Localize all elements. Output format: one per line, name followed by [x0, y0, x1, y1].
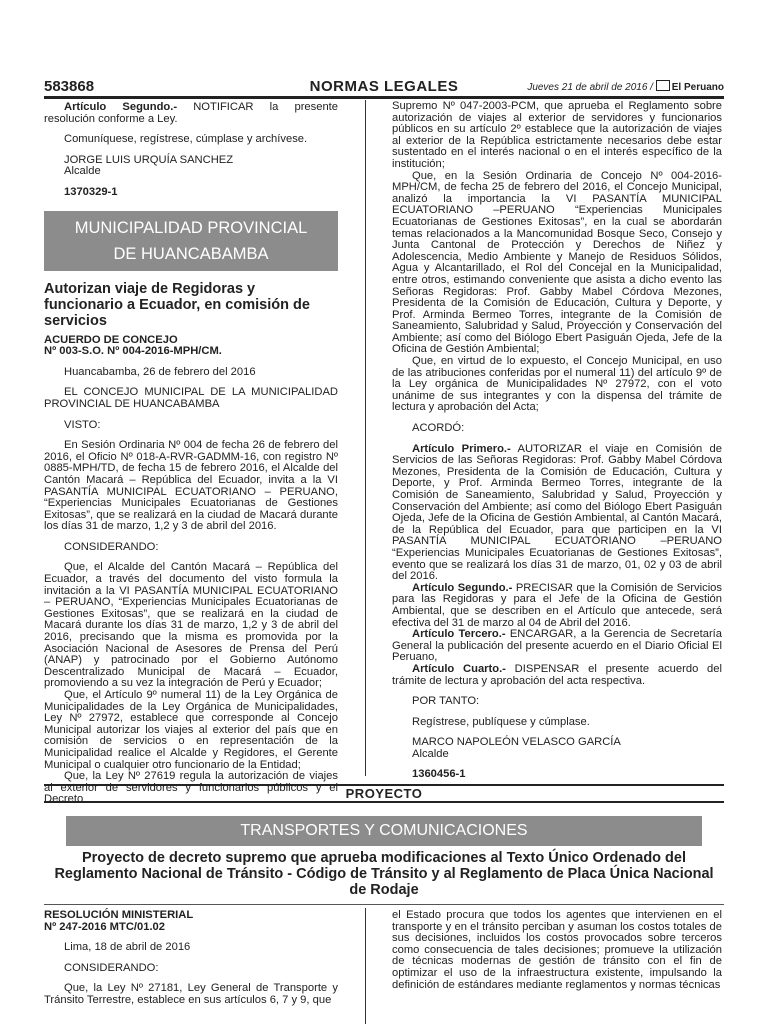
proyecto-rule: [44, 904, 724, 905]
column-divider: [365, 100, 366, 776]
right-paragraph-0: Supremo Nº 047-2003-PCM, que aprueba el Reglamento sobre autorización de viajes al exterior de servidores y funcionarios públicos en su artículo 2º establece que la autorización de viajes al exterior de la República estrictamente necesarios debe estar sustentado en el interés nacional o en el interés específico de la institución;: [392, 100, 722, 170]
page-header: [44, 78, 724, 96]
header-rule: [44, 96, 724, 99]
proyecto-considerando: CONSIDERANDO:: [64, 961, 159, 974]
concejo-heading: EL CONCEJO MUNICIPAL DE LA MUNICIPALIDAD PROVINCIAL DE HUANCABAMBA: [44, 386, 338, 410]
proyecto-label: PROYECTO: [345, 786, 423, 801]
visto-heading: VISTO:: [64, 418, 101, 431]
acuerdo-title: ACUERDO DE CONCEJO: [44, 333, 178, 346]
page-number: 583868: [44, 78, 95, 95]
rm-title: RESOLUCIÓN MINISTERIAL: [44, 909, 194, 921]
signer-name: JORGE LUIS URQUÍA SANCHEZ: [64, 153, 234, 166]
section-title: NORMAS LEGALES: [309, 78, 459, 95]
proyecto-headline: Proyecto de decreto supremo que aprueba modificaciones al Texto Único Ordenado del Reglamento Nacional de Tránsito - Código de Tránsito y al Reglamento de Placa Única Nacional de Rodaje: [54, 850, 714, 898]
visto-paragraph: En Sesión Ordinaria Nº 004 de fecha 26 de febrero del 2016, el Oficio Nº 018-A-RVR-GADMM-16, con registro Nº 0885-MPH/TD, de fecha 15 de febrero 2016, el Alcalde del Cantón Macará – República del Ecuador, invita a la VI PASANTÍA MUNICIPAL ECUATORIANO – PERUANO, “Experiencias Municipales Ecuatorianas de Gestiones Exitosas”, que se realizará en la ciudad de Macará durante los días 31 de marzo, 1,2 y 3 de abril del 2016.: [44, 439, 338, 533]
considerando-heading: CONSIDERANDO:: [64, 540, 159, 553]
proyecto-bottom-rule: [44, 801, 724, 803]
registrese-text: Regístrese, publíquese y cúmplase.: [412, 715, 590, 728]
art2-paragraph: Artículo Segundo.- NOTIFICAR la presente resolución conforme a Ley.: [44, 101, 339, 125]
signer-role: Alcalde: [64, 165, 101, 178]
sector-banner: TRANSPORTES Y COMUNICACIONES: [66, 816, 702, 846]
institution-banner: [44, 211, 338, 271]
right-column: [392, 101, 722, 781]
proyecto-column-divider: [365, 908, 366, 1024]
rm-number: Nº 247-2016 MTC/01.02: [44, 920, 165, 933]
acordo-heading: ACORDÓ:: [412, 422, 465, 435]
institution-line-2: DE HUANCABAMBA: [113, 244, 269, 263]
proyecto-right-column: [392, 910, 722, 991]
considerando-paragraph-3: Que, la Ley Nº 27619 regula la autorización de viajes al exterior de servidores y funcionarios públicos y el Decreto: [44, 770, 338, 806]
right-paragraph-1: Que, en la Sesión Ordinaria de Concejo Nº 004-2016-MPH/CM, de fecha 25 de febrero del 2016, el Concejo Municipal, analizó la importancia la VI PASANTÍA MUNICIPAL ECUATORIANO –PERUANO “Experiencias Municipales Ecuatorianas de Gestiones Exitosas”, en la cual se abordarán temas relacionados a la Mancomunidad Bosque Seco, Consejo y Junta Cantonal de Protección y Derechos de Niñez y Adolescencia, Medio Ambiente y Manejo de Residuos Sólidos, Agua y Alcantarillado, el Rol del Concejal en la Municipalidad, entre otros, estimando conveniente que asista a dicho evento las Señoras Regidoras: Prof. Gabby Mabel Córdova Mezones, Presidenta de la Comisión de Educación, Cultura y Deporte, y Prof. Arminda Bermeo Torres, integrante de la Comisión de Saneamiento, Salubridad y Salud, Proyección y Conservación del Ambiente; así como del Biólogo Ebert Pasiguán Ojeda, Jefe de la Oficina de Gestión Ambiental;: [392, 169, 722, 356]
right-signer-role: Alcalde: [412, 747, 449, 760]
right-document-code: 1360456-1: [412, 768, 466, 781]
brand-name: El Peruano: [671, 82, 724, 93]
proyecto-place-date: Lima, 18 de abril de 2016: [64, 941, 191, 954]
considerando-paragraph-2: Que, el Artículo 9º numeral 11) de la Ley Orgánica de Municipalidades de la Ley Orgánica de Municipalidades, Ley Nº 27972, establece que corresponde al Concejo Municipal autorizar los viajes al exterior del país que en comisión de servicios o en representación de la Municipalidad realice el Alcalde y Regidores, el Gerente Municipal o cualquier otro funcionario de la Entidad;: [44, 689, 338, 771]
place-date: Huancabamba, 26 de febrero del 2016: [64, 365, 256, 378]
article-3: Artículo Tercero.- ENCARGAR, a la Gerencia de Secretaría General la publicación del presente acuerdo en el Diario Oficial El Peruano,: [392, 628, 723, 664]
acuerdo-number: Nº 003-S.O. Nº 004-2016-MPH/CM.: [44, 345, 222, 358]
proyecto-left-column: [44, 910, 338, 1007]
headline: Autorizan viaje de Regidoras y funcionario a Ecuador, en comisión de servicios: [44, 280, 310, 329]
right-paragraph-2: Que, en virtud de lo expuesto, el Concejo Municipal, en uso de las atribuciones conferidas por el numeral 11) del artículo 9º de la Ley orgánica de Municipalidades Nº 27972, con el voto unánime de sus integrantes y con la dispensa del trámite de lectura y aprobación del Acta;: [392, 355, 722, 414]
header-date: Jueves 21 de abril de 2016 / El Peruano: [527, 82, 724, 93]
comuniquese-text: Comuníquese, regístrese, cúmplase y archívese.: [64, 133, 308, 146]
proyecto-right-paragraph: el Estado procura que todos los agentes que intervienen en el transporte y en el tránsito perciban y asuman los costos totales de sus decisiones, incluidos los costos provocados sobre terceros como consecuencia de tales decisiones; promueve la utilización de técnicas modernas de gestión de tránsito con el fin de optimizar el uso de la infraestructura existente, impulsando la definición de estándares mediante reglamentos y normas técnicas: [392, 909, 722, 991]
considerando-paragraph-1: Que, el Alcalde del Cantón Macará – República del Ecuador, a través del documento del visto formula la invitación a la VI PASANTÍA MUNICIPAL ECUATORIANO – PERUANO, “Experiencias Municipales Ecuatorianas de Gestiones Exitosas”, que se realizará en la ciudad de Macará durante los días 31 de marzo, 1,2 y 3 de abril del 2016, precisando que la misma es promovida por la Asociación Nacional de Asesores de Prensa del Perú (ANAP) y patrocinado por el Gobierno Autónomo Descentralizado Municipal de Macará – Ecuador, promoviendo a su vez la integración de Perú y Ecuador;: [44, 561, 338, 690]
proyecto-left-paragraph: Que, la Ley Nº 27181, Ley General de Transporte y Tránsito Terrestre, establece en sus artículos 6, 7 y 9, que: [44, 982, 338, 1006]
institution-line-1: MUNICIPALIDAD PROVINCIAL: [74, 218, 308, 237]
document-code: 1370329-1: [64, 185, 118, 198]
el-peruano-logo-icon: [656, 80, 670, 91]
article-1: Artículo Primero.- AUTORIZAR el viaje en Comisión de Servicios de las Señoras Regidoras: Prof. Gabby Mabel Córdova Mezones, Presidenta de la Comisión de Educación, Cultura y Deporte, y Prof. Arminda Bermeo Torres, integrante de la Comisión de Saneamiento, Salubridad y Salud, Proyección y Conservación del Ambiente; así como del Biólogo Ebert Pasiguán Ojeda, Jefe de la Oficina de Gestión Ambiental, al Cantón Macará, de la República del Ecuador, para que participen en la VI PASANTÍA MUNICIPAL ECUATORIANO –PERUANO “Experiencias Municipales Ecuatorianas de Gestiones Exitosas”, evento que se realizará los días 31 de marzo, 01, 02 y 03 de abril del 2016.: [392, 442, 722, 583]
article-2: Artículo Segundo.- PRECISAR que la Comisión de Servicios para las Regidoras y para el Jefe de la Oficina de Gestión Ambiental, que se describen en el Artículo que antecede, será efectiva del 31 de marzo al 04 de Abril del 2016.: [392, 581, 722, 629]
por-tanto: POR TANTO:: [412, 695, 480, 708]
right-signer-name: MARCO NAPOLEÓN VELASCO GARCÍA: [412, 736, 621, 749]
article-4: Artículo Cuarto.- DISPENSAR el presente acuerdo del trámite de lectura y aprobación del acta respectiva.: [392, 662, 722, 687]
left-column: [44, 102, 338, 806]
